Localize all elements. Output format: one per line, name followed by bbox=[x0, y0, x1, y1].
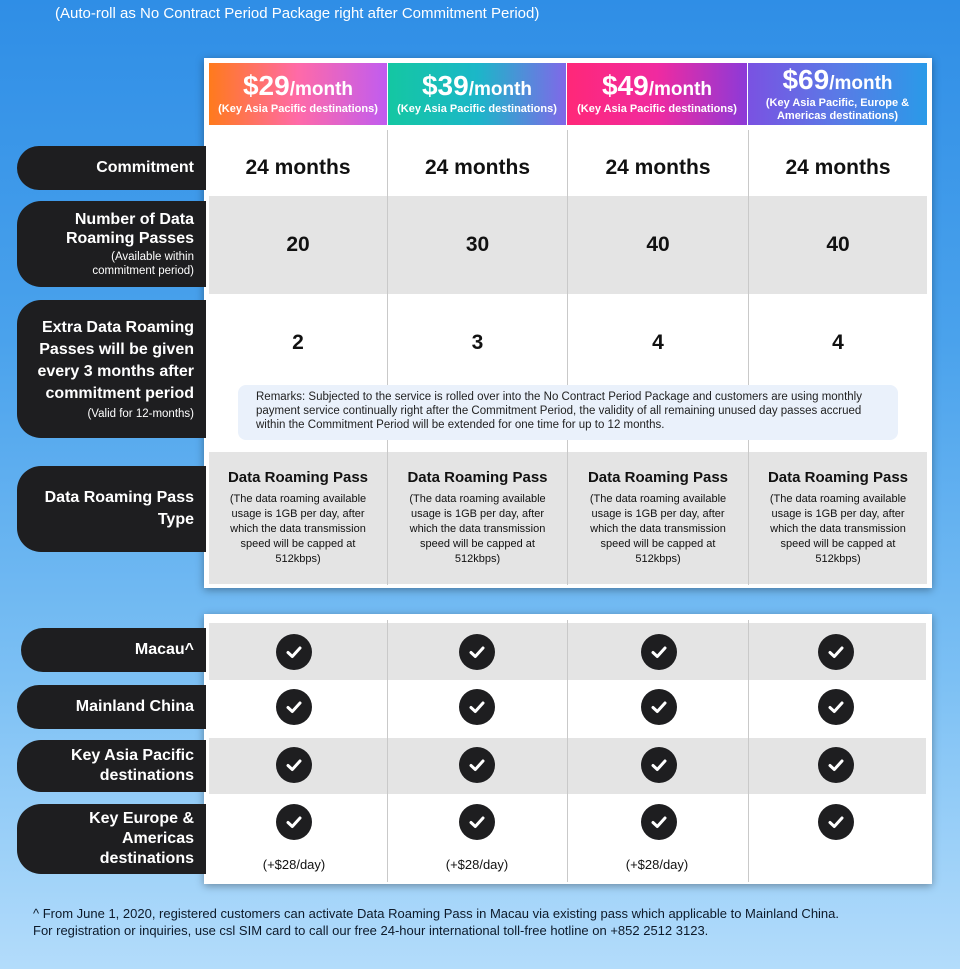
row-label-passes bbox=[17, 201, 206, 287]
commitment-value: 24 months bbox=[424, 156, 531, 179]
pass-type-cell bbox=[749, 452, 927, 584]
pass-type-cell bbox=[388, 452, 567, 584]
check-icon bbox=[276, 747, 312, 783]
footnote-macau: ^ From June 1, 2020, registered customers can activate Data Roaming Pass in Macau via existing pass which applicable to Mainland China. bbox=[33, 906, 840, 921]
extra-passes-value: 3 bbox=[471, 331, 484, 354]
pass-type-desc: (The data roaming available usage is 1GB per day, after which the data transmission speed will be capped at 512kbps) bbox=[229, 493, 367, 565]
column-divider bbox=[567, 620, 568, 882]
pass-type-title: Data Roaming Pass bbox=[587, 469, 729, 486]
passes-value: 20 bbox=[209, 196, 387, 294]
check-icon bbox=[641, 804, 677, 840]
plan-unit: /month bbox=[648, 79, 713, 100]
check-icon bbox=[459, 747, 495, 783]
plan-header-39[interactable] bbox=[388, 63, 566, 125]
extra-charge-text: (+$28/day) bbox=[625, 857, 689, 872]
row-label-extra-passes bbox=[17, 300, 206, 438]
extra-passes-value: 4 bbox=[652, 331, 664, 354]
row-label-key-europe-americas bbox=[17, 804, 206, 874]
plan-destinations: (Key Asia Pacific destinations) bbox=[218, 103, 378, 115]
check-icon bbox=[818, 747, 854, 783]
commitment-value: 24 months bbox=[785, 156, 891, 179]
commitment-value: 24 months bbox=[605, 156, 711, 179]
column-divider bbox=[387, 620, 388, 882]
pass-type-desc: (The data roaming available usage is 1GB per day, after which the data transmission speed will be capped at 512kbps) bbox=[409, 493, 546, 565]
remarks-box: Remarks: Subjected to the service is rolled over into the No Contract Period Package and customers are using monthly payment service continually right after the Commitment Period, the validity of all remaining unused day passes accrued within the Commitment Period will be extended for one time for up to 12 months. bbox=[238, 385, 898, 440]
extra-passes-value: 2 bbox=[292, 331, 304, 354]
auto-roll-note: (Auto-roll as No Contract Period Package right after Commitment Period) bbox=[55, 5, 540, 22]
plan-price: $39 bbox=[421, 70, 469, 101]
row-label-macau bbox=[21, 628, 206, 672]
pass-type-cell bbox=[568, 452, 748, 584]
plan-unit: /month bbox=[468, 79, 533, 100]
plan-price: $29 bbox=[242, 70, 290, 101]
plan-header-29[interactable] bbox=[209, 63, 387, 125]
row-label-text: Key Europe & Americas destinations bbox=[89, 810, 194, 867]
row-label-subtext: (Valid for 12-months) bbox=[87, 407, 194, 420]
row-label-text: Mainland China bbox=[75, 698, 194, 715]
commitment-value: 24 months bbox=[245, 156, 351, 179]
check-icon bbox=[818, 804, 854, 840]
check-icon bbox=[276, 804, 312, 840]
plan-header-69[interactable] bbox=[748, 63, 927, 125]
check-icon bbox=[459, 689, 495, 725]
plan-destinations: (Key Asia Pacific destinations) bbox=[577, 103, 737, 115]
row-label-text: Key Asia Pacific destinations bbox=[70, 747, 194, 784]
plan-header-49[interactable] bbox=[567, 63, 747, 125]
row-label-pass-type bbox=[17, 466, 206, 552]
column-divider bbox=[748, 620, 749, 882]
row-label-text: Commitment bbox=[96, 159, 194, 176]
check-icon bbox=[276, 634, 312, 670]
check-icon bbox=[641, 634, 677, 670]
extra-passes-value: 4 bbox=[832, 331, 844, 354]
pass-type-title: Data Roaming Pass bbox=[767, 469, 909, 486]
check-icon bbox=[276, 689, 312, 725]
passes-value: 40 bbox=[749, 196, 927, 294]
check-icon bbox=[641, 689, 677, 725]
row-label-key-asia-pacific bbox=[17, 740, 206, 792]
row-label-commitment bbox=[17, 146, 206, 190]
check-icon bbox=[818, 689, 854, 725]
extra-charge-text: (+$28/day) bbox=[262, 857, 326, 872]
row-label-text: Data Roaming Pass Type bbox=[44, 489, 194, 528]
pass-type-desc: (The data roaming available usage is 1GB per day, after which the data transmission speed will be capped at 512kbps) bbox=[769, 493, 907, 565]
check-icon bbox=[818, 634, 854, 670]
plan-price: $69 bbox=[782, 63, 830, 95]
footnote-hotline: For registration or inquiries, use csl SIM card to call our free 24-hour international toll-free hotline on +852 2512 3123. bbox=[33, 923, 709, 938]
row-label-mainland-china bbox=[17, 685, 206, 729]
plan-price: $49 bbox=[601, 70, 649, 101]
check-icon bbox=[459, 804, 495, 840]
plan-destinations: (Key Asia Pacific, Europe & Americas destinations) bbox=[765, 96, 910, 122]
pass-type-cell bbox=[209, 452, 387, 584]
extra-charge-text: (+$28/day) bbox=[445, 857, 509, 872]
row-label-text: Number of Data Roaming Passes bbox=[65, 211, 194, 247]
pass-type-desc: (The data roaming available usage is 1GB per day, after which the data transmission speed will be capped at 512kbps) bbox=[589, 493, 727, 565]
row-label-text: Macau^ bbox=[134, 641, 194, 658]
footnote bbox=[33, 905, 839, 939]
passes-value: 40 bbox=[568, 196, 748, 294]
plan-unit: /month bbox=[829, 72, 893, 94]
plan-unit: /month bbox=[289, 79, 354, 100]
passes-value: 30 bbox=[388, 196, 567, 294]
plan-destinations: (Key Asia Pacific destinations) bbox=[397, 103, 557, 115]
row-label-text: Extra Data Roaming Passes will be given every 3 months after commitment period bbox=[37, 318, 194, 402]
pass-type-title: Data Roaming Pass bbox=[227, 469, 369, 486]
row-label-subtext: (Available within commitment period) bbox=[92, 251, 194, 277]
check-icon bbox=[641, 747, 677, 783]
check-icon bbox=[459, 634, 495, 670]
pass-type-title: Data Roaming Pass bbox=[407, 469, 548, 486]
